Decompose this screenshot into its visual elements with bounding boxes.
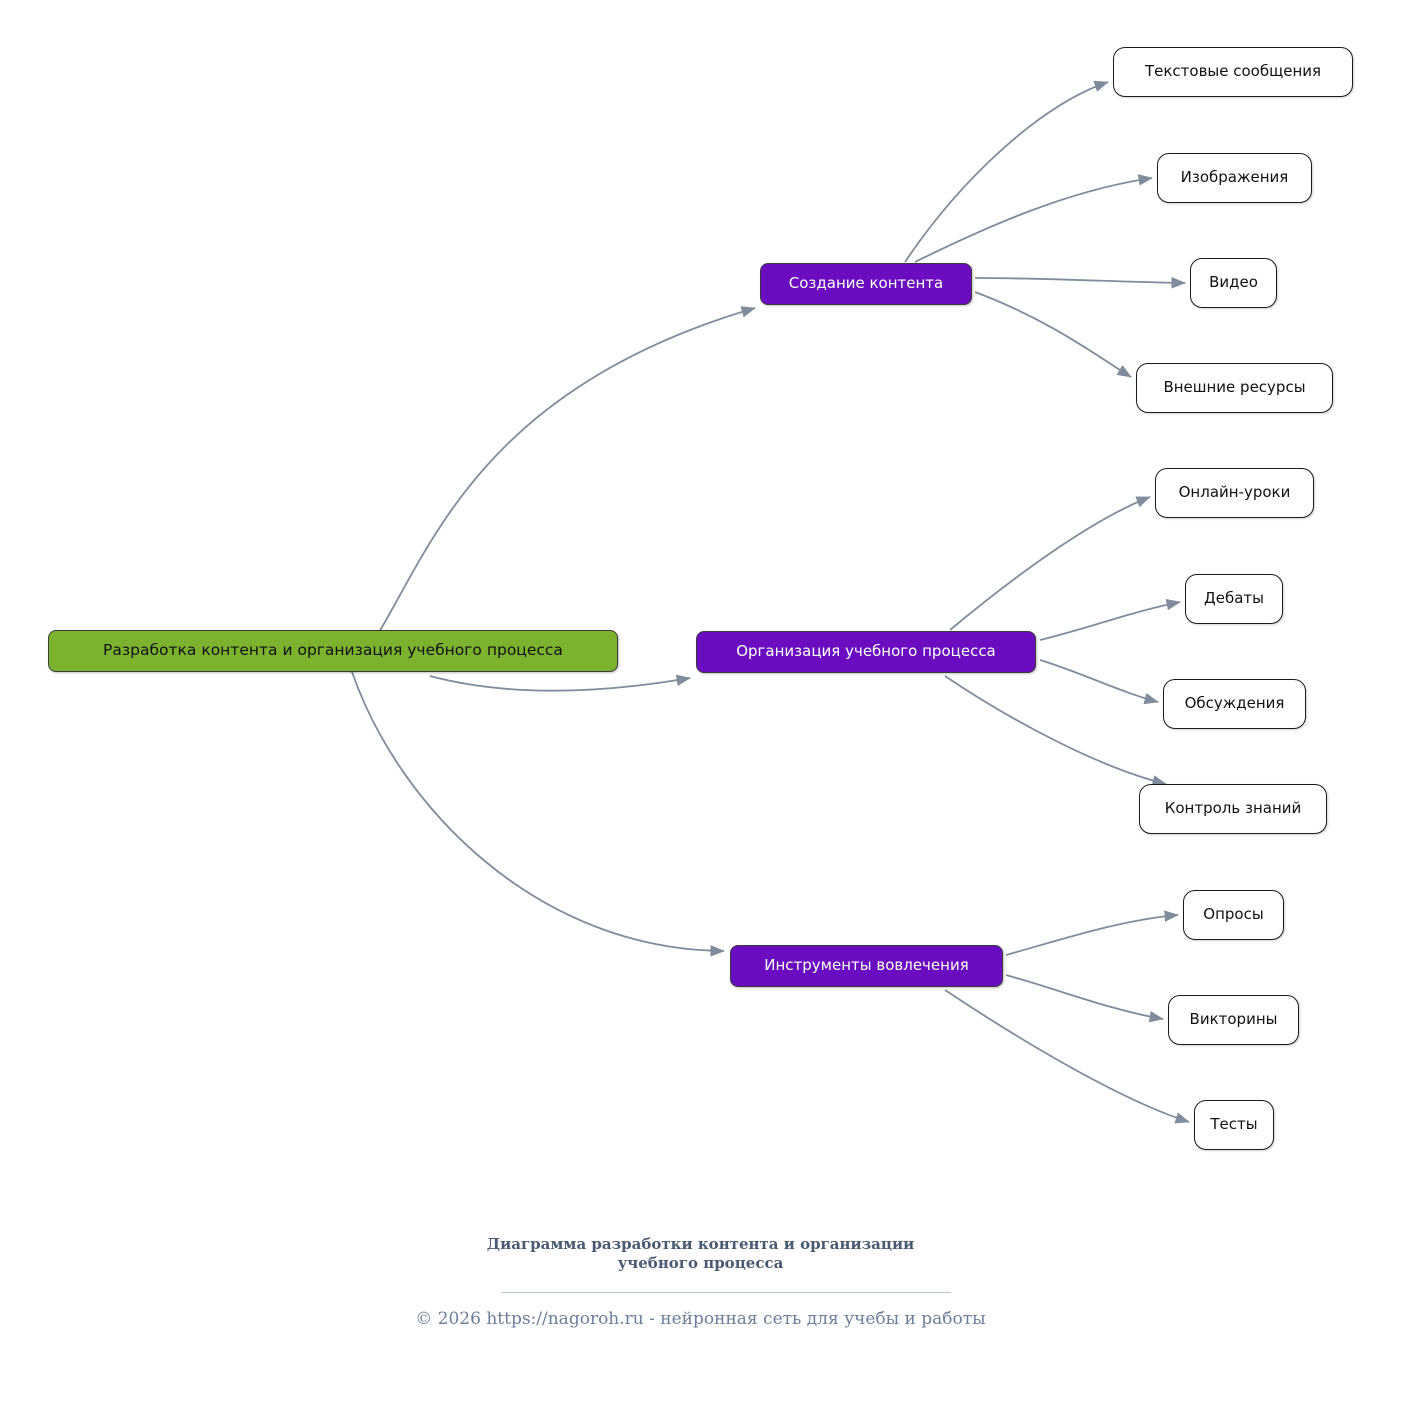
node-branch-engagement-tools-label: Инструменты вовлечения: [764, 956, 969, 975]
edge-content-to-images: [915, 178, 1152, 262]
edge-root-to-organization: [430, 676, 690, 691]
node-leaf-images[interactable]: [1157, 153, 1312, 203]
node-leaf-quizzes[interactable]: [1168, 995, 1299, 1045]
node-leaf-online-lessons[interactable]: [1155, 468, 1314, 518]
node-leaf-external-resources-label: Внешние ресурсы: [1163, 378, 1306, 397]
footer-credit-text: © 2026 https://nagoroh.ru - нейронная сеть для учебы и работы: [415, 1309, 986, 1329]
node-leaf-discussions[interactable]: [1163, 679, 1306, 729]
node-leaf-polls[interactable]: [1183, 890, 1284, 940]
node-leaf-polls-label: Опросы: [1203, 905, 1264, 924]
node-leaf-text-messages-label: Текстовые сообщения: [1144, 62, 1322, 81]
caption-divider: [501, 1292, 951, 1293]
node-leaf-video[interactable]: [1190, 258, 1277, 308]
caption-line1-text: Диаграмма разработки контента и организации: [486, 1235, 915, 1253]
edge-content-to-text: [905, 82, 1108, 262]
edge-tools-to-polls: [1006, 915, 1178, 955]
node-leaf-images-label: Изображения: [1180, 168, 1289, 187]
node-root[interactable]: [48, 630, 618, 672]
diagram-caption-line1: [0, 1234, 1401, 1254]
edge-root-to-content: [350, 308, 755, 672]
node-leaf-external-resources[interactable]: [1136, 363, 1333, 413]
footer-credit: [0, 1309, 1401, 1329]
edge-content-to-resources: [975, 292, 1131, 377]
edge-organization-to-lessons: [950, 497, 1150, 630]
node-leaf-text-messages[interactable]: [1113, 47, 1353, 97]
edge-tools-to-tests: [945, 990, 1189, 1122]
node-leaf-video-label: Видео: [1209, 273, 1258, 292]
node-branch-content-creation-label: Создание контента: [788, 274, 944, 293]
caption-line2-text: учебного процесса: [617, 1254, 784, 1272]
edge-tools-to-quizzes: [1006, 975, 1163, 1019]
diagram-caption-line2: [0, 1253, 1401, 1273]
node-root-label: Разработка контента и организация учебного процесса: [103, 641, 563, 660]
node-leaf-knowledge-assessment-label: Контроль знаний: [1164, 799, 1302, 818]
edge-organization-to-assessment: [945, 676, 1166, 784]
node-branch-learning-organization-label: Организация учебного процесса: [736, 642, 996, 661]
node-branch-learning-organization[interactable]: [696, 631, 1036, 673]
node-leaf-knowledge-assessment[interactable]: [1139, 784, 1327, 834]
node-leaf-discussions-label: Обсуждения: [1184, 694, 1285, 713]
node-leaf-debates-label: Дебаты: [1204, 589, 1264, 608]
node-branch-content-creation[interactable]: [760, 263, 972, 305]
node-leaf-online-lessons-label: Онлайн-уроки: [1178, 483, 1291, 502]
node-leaf-debates[interactable]: [1185, 574, 1283, 624]
edge-root-to-tools: [352, 672, 724, 951]
node-leaf-tests-label: Тесты: [1210, 1115, 1258, 1134]
node-leaf-tests[interactable]: [1194, 1100, 1274, 1150]
edge-content-to-video: [975, 278, 1185, 283]
node-branch-engagement-tools[interactable]: [730, 945, 1003, 987]
node-leaf-quizzes-label: Викторины: [1189, 1010, 1278, 1029]
edge-organization-to-debates: [1040, 602, 1180, 640]
edge-organization-to-discussions: [1040, 660, 1158, 702]
